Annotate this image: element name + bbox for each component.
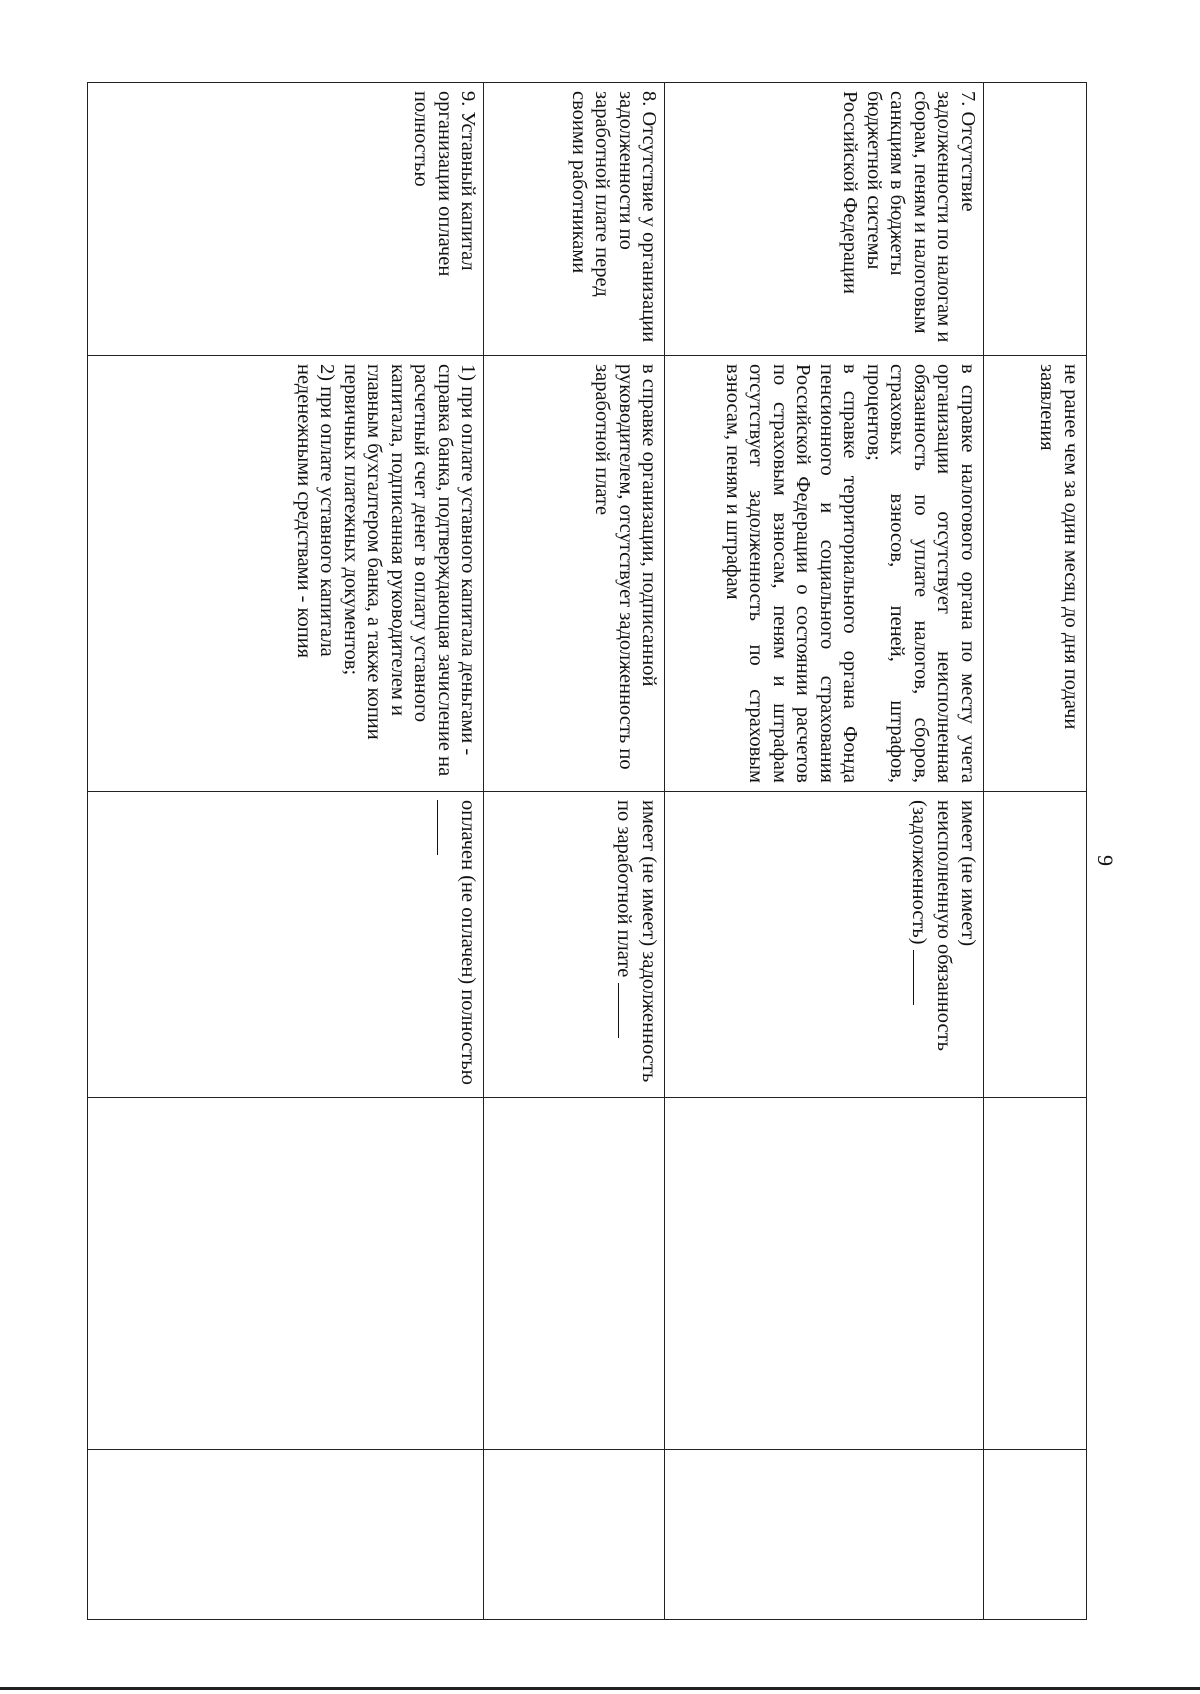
status-cell bbox=[665, 792, 984, 1098]
requirement-cell: 9. Уставный капитал организации оплачен полностью bbox=[88, 83, 484, 356]
requirement-cell: 7. Отсутствие задолженности по налогам и сборам, пеням и налоговым санкциям в бюджеты бюджетной системы Российской Федерации bbox=[665, 83, 984, 356]
table-row bbox=[88, 83, 484, 1620]
status-cell bbox=[88, 792, 484, 1098]
document-cell: в справке организации, подписанной руководителем, отсутствует задолженность по заработной плате bbox=[484, 356, 665, 792]
table-row bbox=[665, 83, 984, 1620]
table-row bbox=[983, 83, 1086, 1620]
document-cell bbox=[665, 356, 984, 792]
fill-in-blank bbox=[437, 800, 456, 855]
status-text: оплачен (не оплачен) полностью bbox=[457, 800, 480, 1085]
table-row bbox=[484, 83, 665, 1620]
status-cell bbox=[484, 792, 665, 1098]
note-cell bbox=[88, 1098, 484, 1450]
requirement-cell: 8. Отсутствие у организации задолженности по заработной плате перед своими работниками bbox=[484, 83, 665, 356]
note-cell bbox=[484, 1098, 665, 1450]
document-table-container bbox=[87, 82, 1087, 1619]
fill-in-blank bbox=[618, 983, 637, 1038]
extra-cell bbox=[983, 1450, 1086, 1620]
requirement-cell bbox=[983, 83, 1086, 356]
document-part: 1) при оплате уставного капитала деньгами - справка банка, подтверждающая зачисление на расчетный счет денег в оплату уставного капитала, подписанная руководителем и главным бухгалтером банка, а также копии первичных платежных документов; bbox=[339, 364, 480, 777]
document-cell bbox=[88, 356, 484, 792]
scan-edge-line bbox=[0, 1687, 1200, 1690]
extra-cell bbox=[484, 1450, 665, 1620]
document-part: в справке налогового органа по месту учета организации отсутствует неисполненная обязанность по уплате налогов, сборов, страховых взносов, пеней, штрафов, процентов; bbox=[862, 364, 979, 783]
document-part: в справке территориального органа Фонда пенсионного и социального страхования Российской Федерации о состоянии расчетов по страховым взносам, пеням и штрафам отсутствует задолженность по страховым взносам, пеням и штрафам bbox=[721, 364, 862, 783]
document-cell: не ранее чем за один месяц до дня подачи заявления bbox=[983, 356, 1086, 792]
document-part: 2) при оплате уставного капитала неденежными средствами - копия bbox=[292, 364, 339, 659]
note-cell bbox=[665, 1098, 984, 1450]
note-cell bbox=[983, 1098, 1086, 1450]
status-text: имеет (не имеет) неисполненную обязанность (задолженность) bbox=[907, 800, 979, 1051]
extra-cell bbox=[88, 1450, 484, 1620]
requirements-table bbox=[87, 82, 1087, 1620]
extra-cell bbox=[665, 1450, 984, 1620]
fill-in-blank bbox=[913, 950, 932, 1005]
page-number: 9 bbox=[1093, 855, 1118, 866]
status-cell bbox=[983, 792, 1086, 1098]
status-text: имеет (не имеет) задолженность по заработной плате bbox=[612, 800, 661, 1083]
